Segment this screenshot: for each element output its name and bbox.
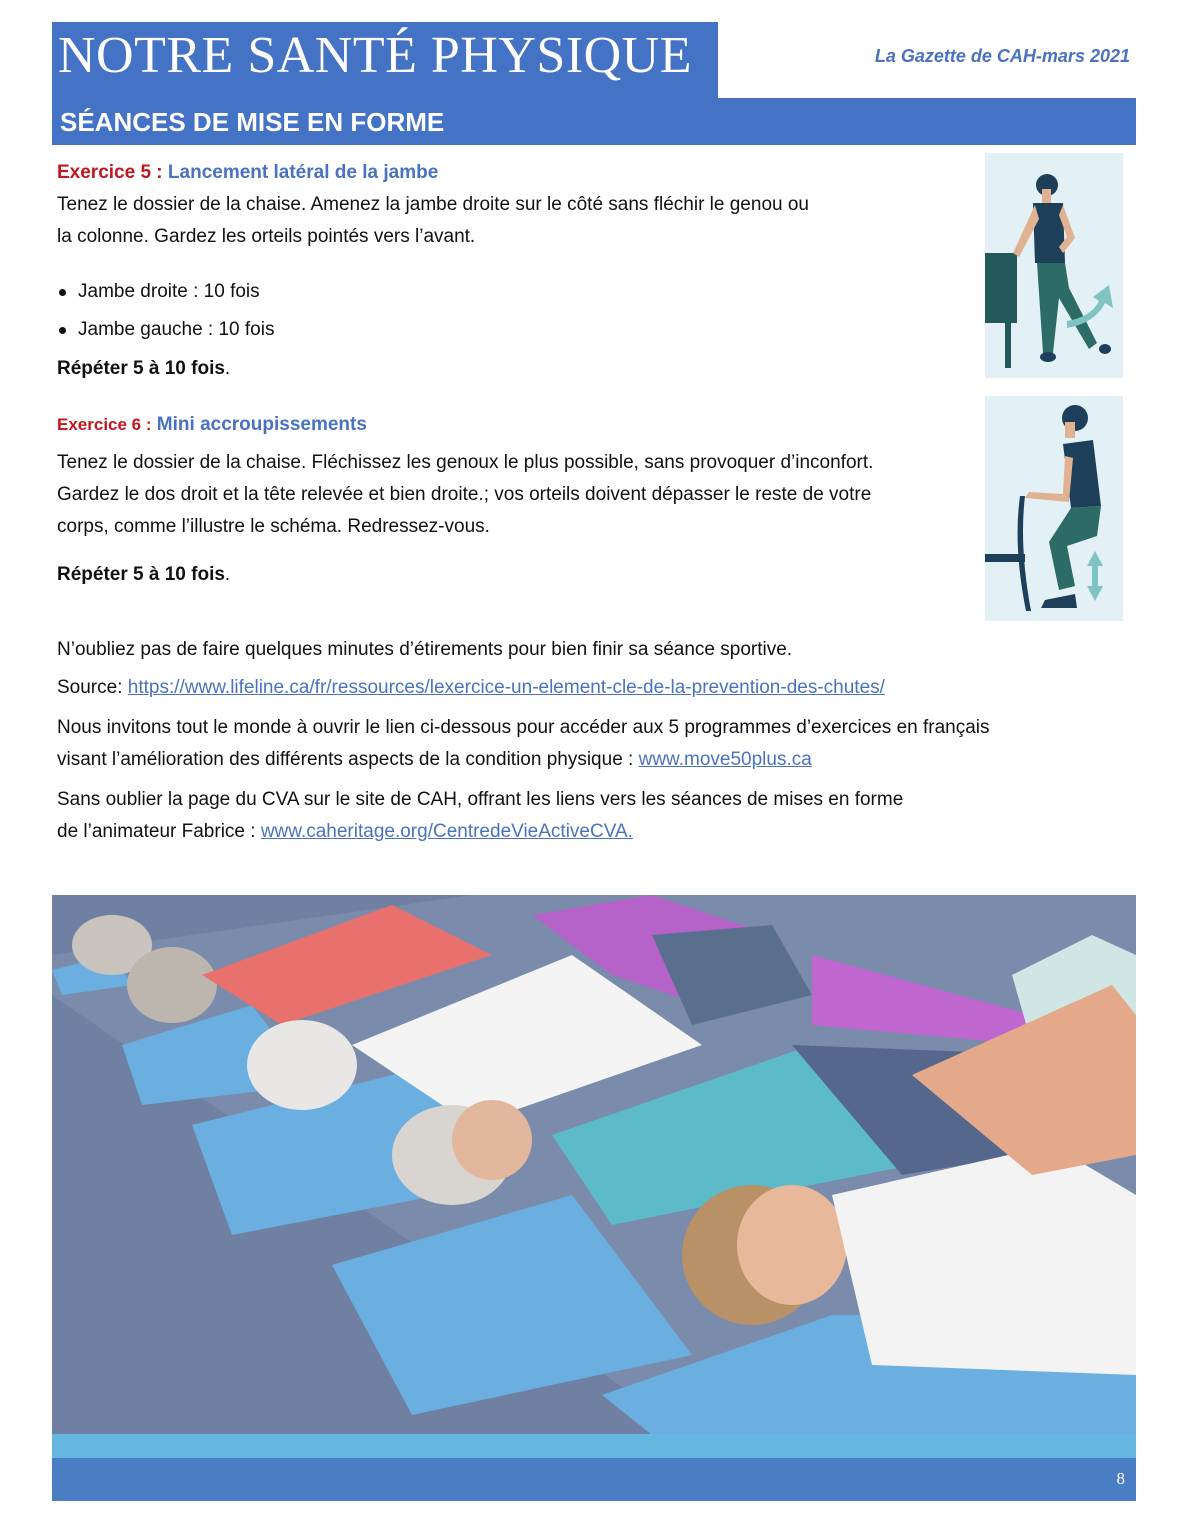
source-label: Source: bbox=[57, 677, 128, 698]
seniors-stretching-photo-icon bbox=[52, 895, 1136, 1435]
bullet-icon bbox=[59, 327, 66, 334]
stretch-reminder: N’oubliez pas de faire quelques minutes d’étirements pour bien finir sa séance sportive. bbox=[57, 639, 793, 660]
repeat-instruction bbox=[57, 353, 957, 385]
section-title: SÉANCES DE MISE EN FORME bbox=[60, 107, 445, 137]
footer-band bbox=[52, 1458, 1136, 1501]
exercise-6 bbox=[57, 409, 987, 591]
bullet-icon bbox=[59, 289, 66, 296]
invite-line-1: Nous invitons tout le monde à ouvrir le lien ci-dessous pour accéder aux 5 programmes d’exercices en français bbox=[57, 717, 990, 738]
exercise-label: Exercice 5 : bbox=[57, 162, 163, 183]
exercise-name: Lancement latéral de la jambe bbox=[167, 162, 439, 183]
exercise-6-text-1: Tenez le dossier de la chaise. Fléchissez les genoux le plus possible, sans provoquer d’inconfort. bbox=[57, 452, 874, 473]
list-item bbox=[57, 311, 957, 349]
exercise-name: Mini accroupissements bbox=[156, 414, 367, 435]
exercise-5-text-2: la colonne. Gardez les orteils pointés vers l’avant. bbox=[57, 226, 476, 247]
page-title: NOTRE SANTÉ PHYSIQUE bbox=[58, 27, 692, 84]
exercise-6-heading bbox=[57, 409, 987, 441]
notes bbox=[57, 634, 1137, 848]
page-number: 8 bbox=[1116, 1469, 1125, 1488]
cva-line-1: Sans oublier la page du CVA sur le site de CAH, offrant les liens vers les séances de mises en forme bbox=[57, 789, 904, 810]
exercise-5-text-1: Tenez le dossier de la chaise. Amenez la jambe droite sur le côté sans fléchir le genou ou bbox=[57, 194, 809, 215]
cva-line-2 bbox=[57, 816, 1137, 848]
source-link[interactable]: https://www.lifeline.ca/fr/ressources/lexercice-un-element-cle-de-la-prevention-des-chutes/ bbox=[127, 677, 885, 698]
exercise-6-illustration bbox=[985, 396, 1123, 621]
invite-line-2 bbox=[57, 744, 1137, 776]
publication-label: La Gazette de CAH-mars 2021 bbox=[874, 46, 1130, 66]
exercise-5 bbox=[57, 157, 957, 385]
repeat-period: . bbox=[224, 564, 231, 585]
bullet-text: Jambe droite : 10 fois bbox=[78, 281, 260, 302]
mini-squat-figure-icon bbox=[985, 396, 1123, 621]
repeat-period: . bbox=[224, 358, 231, 379]
invite-text: visant l’amélioration des différents aspects de la condition physique : bbox=[57, 749, 639, 770]
move50plus-link[interactable]: www.move50plus.ca bbox=[638, 749, 812, 770]
group-exercise-photo bbox=[52, 895, 1136, 1435]
repeat-bold: Répéter 5 à 10 fois bbox=[57, 358, 225, 379]
repeat-bold: Répéter 5 à 10 fois bbox=[57, 564, 225, 585]
exercise-5-heading bbox=[57, 157, 957, 189]
cva-text: de l’animateur Fabrice : bbox=[57, 821, 261, 842]
bullet-text: Jambe gauche : 10 fois bbox=[78, 319, 275, 340]
exercise-6-text-3: corps, comme l’illustre le schéma. Redressez-vous. bbox=[57, 516, 490, 537]
exercise-5-illustration bbox=[985, 153, 1123, 378]
caheritage-link[interactable]: www.caheritage.org/CentredeVieActiveCVA. bbox=[260, 821, 633, 842]
repeat-instruction bbox=[57, 559, 987, 591]
exercise-label: Exercice 6 : bbox=[57, 415, 152, 434]
side-leg-raise-figure-icon bbox=[985, 153, 1123, 378]
source-line bbox=[57, 672, 1137, 704]
exercise-6-text-2: Gardez le dos droit et la tête relevée et bien droite.; vos orteils doivent dépasser le reste de votre bbox=[57, 484, 872, 505]
list-item bbox=[57, 273, 957, 311]
